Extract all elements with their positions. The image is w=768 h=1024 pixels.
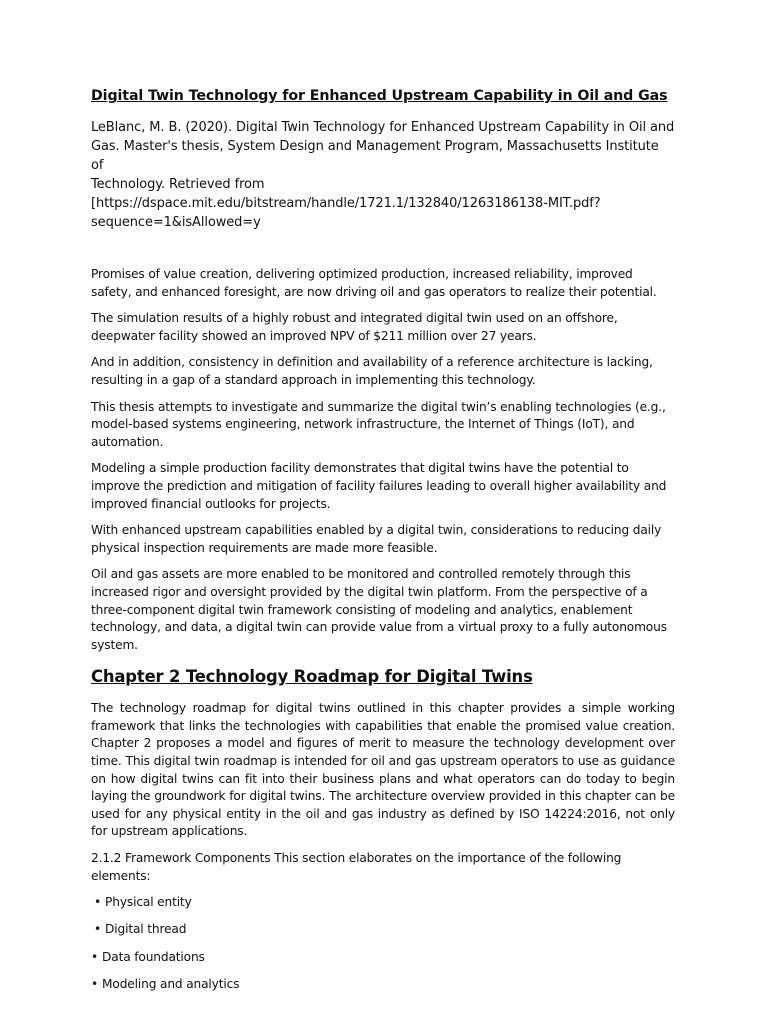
summary-paragraph: Promises of value creation, delivering optimized production, increased reliability, improved safety, and enhanced foresight, are now driving oil and gas operators to realize their potential. — [91, 267, 657, 299]
list-item-label: Digital thread — [105, 922, 187, 937]
list-item — [91, 894, 675, 912]
citation-url-line: sequence=1&isAllowed=y — [91, 215, 261, 230]
citation-url-line: [https://dspace.mit.edu/bitstream/handle/1721.1/132840/1263186138-MIT.pdf? — [91, 196, 601, 211]
summary-paragraph: And in addition, consistency in definition and availability of a reference architecture is lacking, resulting in a gap of a standard approach in implementing this technology. — [91, 355, 653, 387]
list-item-label: Modeling and analytics — [102, 976, 240, 991]
citation — [91, 118, 675, 232]
framework-components-line: 2.1.2 Framework Components This section elaborates on the importance of the following elements: — [91, 851, 622, 883]
citation-line: Technology. Retrieved from — [91, 177, 265, 192]
list-item — [91, 976, 675, 994]
summary-body — [91, 266, 675, 993]
chapter-intro-paragraph: The technology roadmap for digital twins outlined in this chapter provides a simple working framework that links the technologies with capabilities that enable the promised value creation. Chapter 2 proposes a model and figures of merit to measure the technology development over time. This digital twin roadmap is intended for oil and gas upstream operators to use as guidance on how digital twins can fit into their business plans and what operators can do today to begin laying the groundwork for digital twins. The architecture overview provided in this chapter can be used for any physical entity in the oil and gas industry as defined by ISO 14224:2016, not only for upstream applications. — [91, 701, 675, 839]
list-item-label: Physical entity — [105, 895, 192, 910]
bullet-icon: • — [91, 976, 99, 991]
summary-paragraph: This thesis attempts to investigate and summarize the digital twin’s enabling technologies (e.g., model-based systems engineering, network infrastructure, the Internet of Things (IoT), and automation. — [91, 399, 666, 449]
bullet-icon: • — [94, 922, 102, 937]
document-title: Digital Twin Technology for Enhanced Upstream Capability in Oil and Gas — [91, 88, 668, 104]
bullet-icon: • — [91, 949, 99, 964]
framework-elements-list — [91, 894, 675, 993]
summary-paragraph: Modeling a simple production facility demonstrates that digital twins have the potential to improve the prediction and mitigation of facility failures leading to overall higher availability and improved financial outlooks for projects. — [91, 461, 667, 511]
summary-paragraph: Oil and gas assets are more enabled to be monitored and controlled remotely through this increased rigor and oversight provided by the digital twin platform. From the perspective of a three-component digital twin framework consisting of modeling and analytics, enablement technology, and data, a digital twin can provide value from a virtual proxy to a fully autonomous system. — [91, 567, 667, 652]
summary-paragraph: With enhanced upstream capabilities enabled by a digital twin, considerations to reducing daily physical inspection requirements are made more feasible. — [91, 523, 662, 555]
list-item — [91, 921, 675, 939]
citation-line: Gas. Master's thesis, System Design and Management Program, Massachusetts Institute of — [91, 139, 659, 173]
citation-line: LeBlanc, M. B. (2020). Digital Twin Technology for Enhanced Upstream Capability in Oil and — [91, 120, 675, 135]
chapter-heading: Chapter 2 Technology Roadmap for Digital Twins — [91, 667, 533, 687]
list-item — [91, 949, 675, 967]
list-item-label: Data foundations — [102, 949, 205, 964]
summary-paragraph: The simulation results of a highly robust and integrated digital twin used on an offshore, deepwater facility showed an improved NPV of $211 million over 27 years. — [91, 311, 618, 343]
document-page — [91, 86, 675, 1003]
bullet-icon: • — [94, 895, 102, 910]
